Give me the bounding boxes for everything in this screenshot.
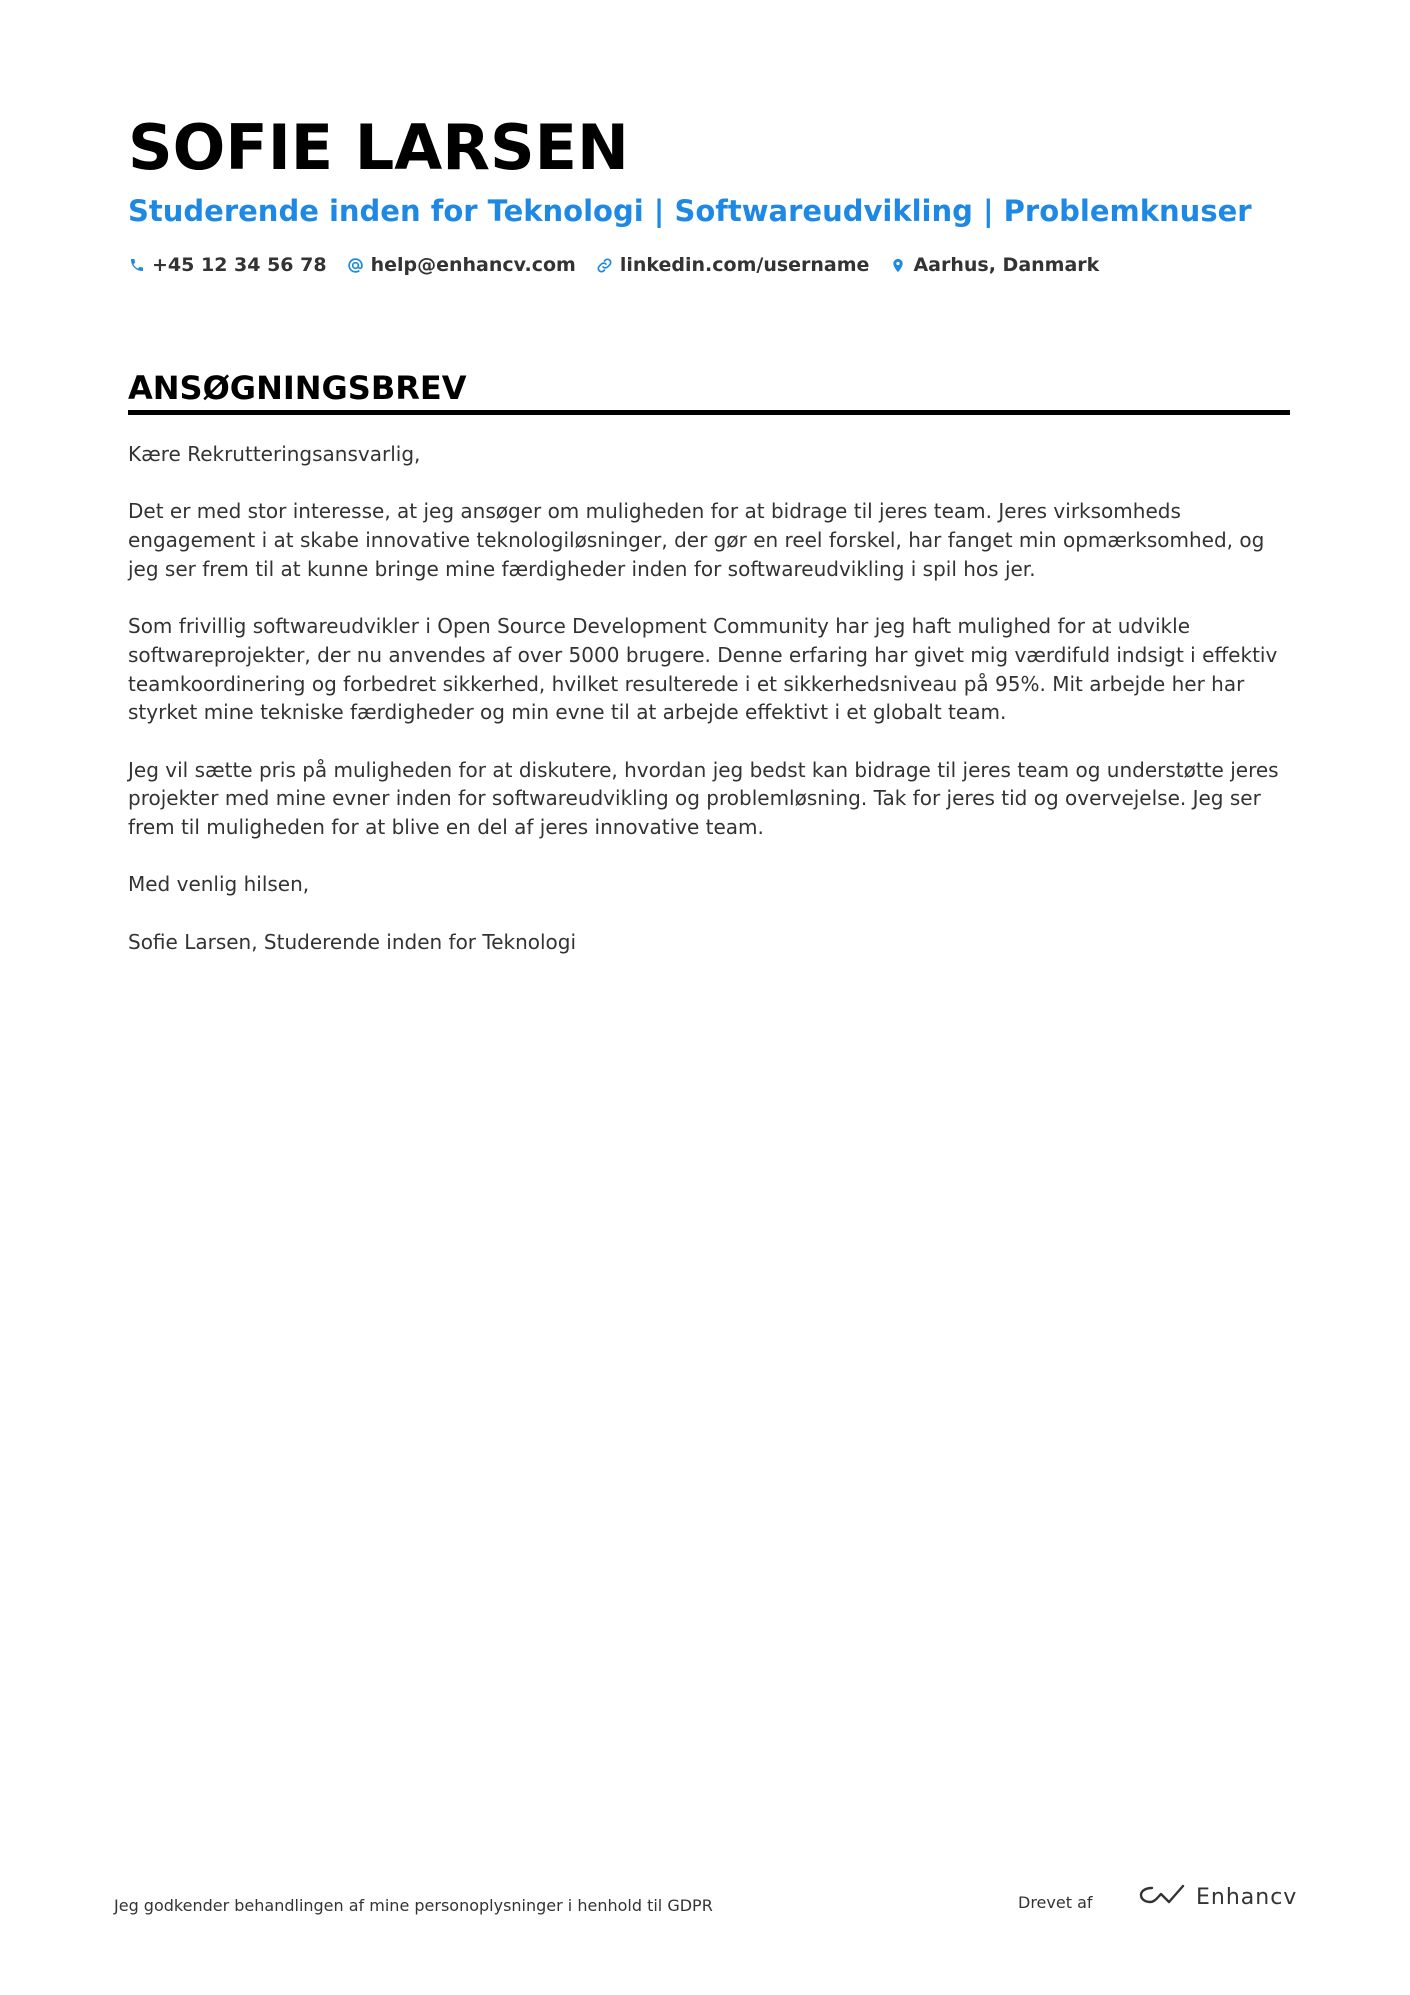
candidate-headline: Studerende inden for Teknologi | Softwareudvikling | Problemknuser <box>128 194 1252 228</box>
letter-paragraph: Som frivillig softwareudvikler i Open Source Development Community har jeg haft mulighed for at udvikle softwareprojekter, der nu anvendes af over 5000 brugere. Denne erfaring har givet mig værdifuld indsigt i effektiv teamkoordinering og forbedret sikkerhed, hvilket resulterede i et sikkerhedsniveau på 95%. Mit arbejde her har styrket mine tekniske færdigheder og min evne til at arbejde effektivt i et globalt team. <box>128 614 1278 725</box>
letter-greeting: Kære Rekrutteringsansvarlig, <box>128 442 421 466</box>
letter-paragraph: Jeg vil sætte pris på muligheden for at diskutere, hvordan jeg bedst kan bidrage til jeres team og understøtte jeres projekter med mine evner inden for softwareudvikling og problemløsning. Tak for jeres tid og overvejelse. Jeg ser frem til muligheden for at blive en del af jeres innovative team. <box>128 757 1279 840</box>
contact-email[interactable] <box>347 254 576 276</box>
at-icon <box>347 256 365 274</box>
gdpr-consent-text: Jeg godkender behandlingen af mine personoplysninger i henhold til GDPR <box>114 1896 713 1915</box>
powered-by-label: Drevet af <box>1018 1893 1093 1912</box>
contact-phone-text: +45 12 34 56 78 <box>152 254 327 276</box>
contact-location <box>889 254 1099 276</box>
contact-info-bar <box>128 254 1119 276</box>
link-icon <box>596 256 614 274</box>
letter-closing: Med venlig hilsen, <box>128 872 310 897</box>
section-title: ANSØGNINGSBREV <box>128 369 467 407</box>
letter-signature: Sofie Larsen, Studerende inden for Teknologi <box>128 929 577 954</box>
contact-phone[interactable] <box>128 254 327 276</box>
contact-linkedin[interactable] <box>596 254 870 276</box>
contact-location-text: Aarhus, Danmark <box>913 254 1100 276</box>
letter-paragraph: Det er med stor interesse, at jeg ansøger om muligheden for at bidrage til jeres team. Jeres virksomheds engagement i at skabe innovative teknologiløsninger, der gør en reel forskel, har fanget min opmærksomhed, og jeg ser frem til at kunne bringe mine færdigheder inden for softwareudvikling i spil hos jer. <box>128 499 1265 581</box>
phone-icon <box>128 256 146 274</box>
enhancv-logo[interactable] <box>1138 1882 1297 1913</box>
contact-linkedin-text: linkedin.com/username <box>619 254 870 276</box>
enhancv-brand-name: Enhancv <box>1196 1885 1298 1910</box>
enhancv-logo-icon <box>1138 1882 1186 1913</box>
section-divider <box>128 410 1290 415</box>
location-pin-icon <box>889 256 907 274</box>
contact-email-text: help@enhancv.com <box>370 254 576 276</box>
candidate-name: SOFIE LARSEN <box>128 111 629 184</box>
letter-body <box>128 440 1290 985</box>
